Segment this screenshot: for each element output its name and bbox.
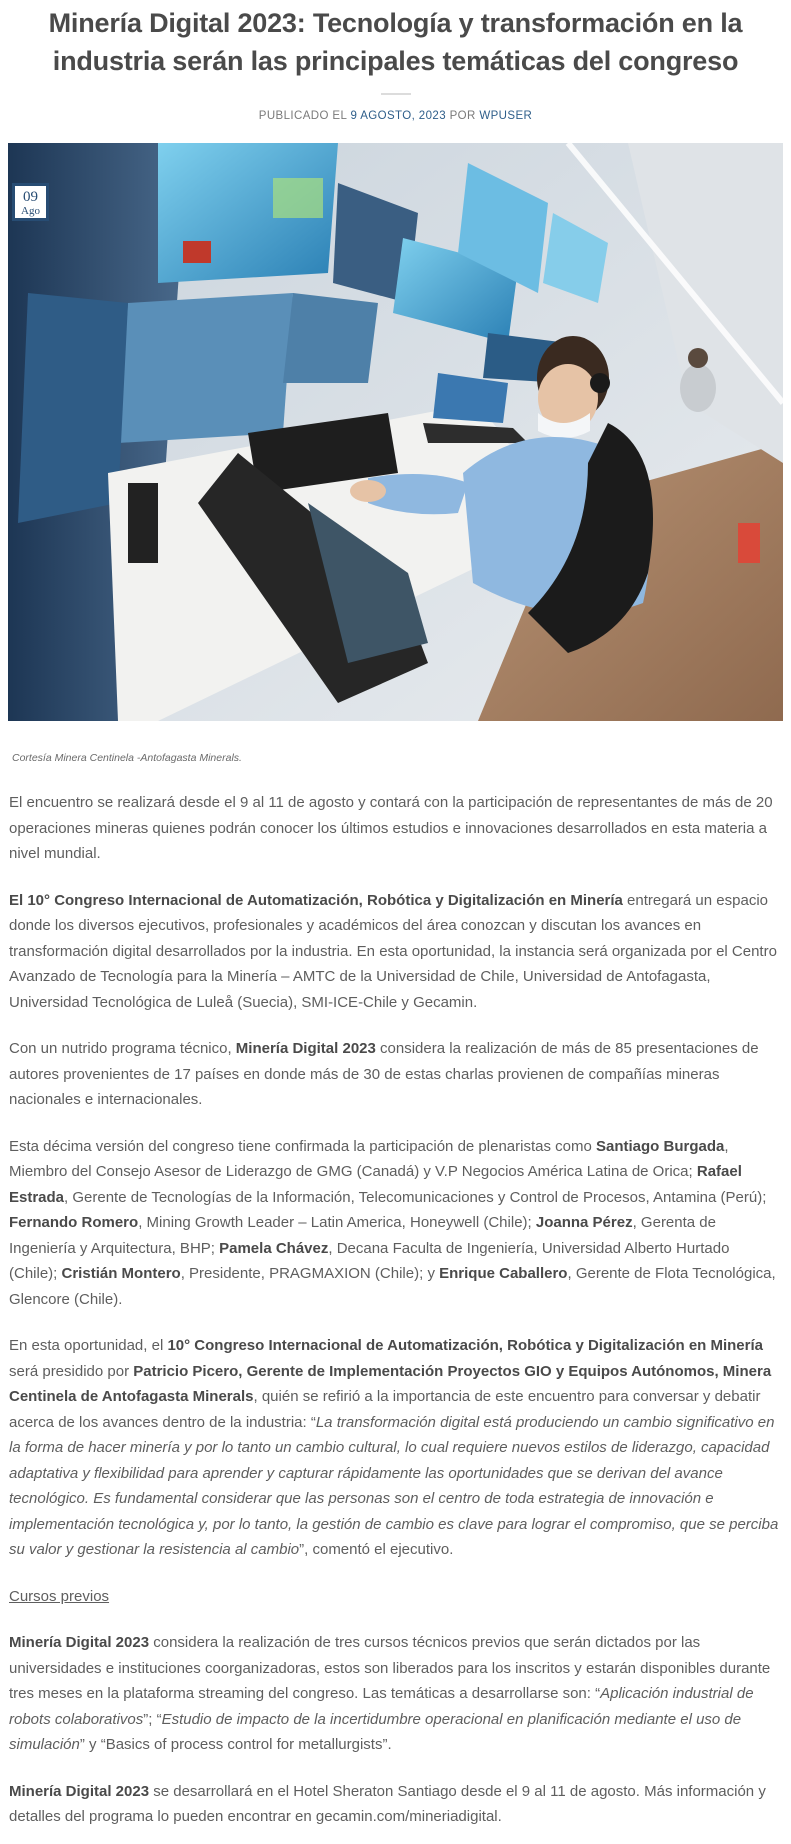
bold-text: Fernando Romero [9,1214,139,1231]
paragraph [9,1036,781,1113]
bold-text: Joanna Pérez [535,1214,633,1231]
text: En esta oportunidad, el [9,1337,168,1354]
text: considera la realización de tres cursos técnicos previos que serán dictados por las universidades e instituciones coorganizadoras, estos son liberados para los inscritos y estarán disponibles durante tres meses en la plataforma streaming del congreso. Las temáticas a desarrollarse son: “ [9,1634,771,1702]
post-date-link[interactable]: 9 AGOSTO, 2023 [350,110,446,122]
text: ”, comentó el ejecutivo. [299,1541,454,1558]
bold-text: Rafael Estrada [9,1163,742,1206]
bold-text: Minería Digital 2023 [9,1782,150,1800]
text: , Gerenta de Ingeniería y Arquitectura, BHP; [9,1214,716,1257]
text: , Presidente, PRAGMAXION (Chile); y [180,1265,440,1282]
bold-text: Cristián Montero [61,1265,181,1282]
paragraph [9,1630,781,1758]
quote-text: La transformación digital está produciendo un cambio significativo en la forma de hacer minería y por lo tanto un cambio cultural, lo cual requiere nuevos estilos de liderazgo, capacidad adaptativa y flexibilidad para aprender y capturar rápidamente las oportunidades que se derivan del avance tecnológico. Es fundamental considerar que las personas son el centro de toda estrategia de innovación e implementación tecnológica y, por lo tanto, la gestión de cambio es clave para lograr el compromiso, que se perciba su valor y gestionar la resistencia al cambio [9,1413,779,1558]
text: , quién se refirió a la importancia de este encuentro para conversar y debatir acerca de los avances dentro de la industria: “ [9,1388,761,1431]
text: Con un nutrido programa técnico, [9,1040,236,1057]
subheading-cursos-previos: Cursos previos [9,1587,110,1605]
paragraph: El encuentro se realizará desde el 9 al 11 de agosto y contará con la participación de representantes de más de 20 operaciones mineras quienes podrán conocer los últimos estudios e innovaciones desarrollados en esta materia a nivel mundial. [9,794,773,862]
text: será presidido por [9,1362,134,1380]
paragraph [9,1779,781,1830]
text: , Miembro del Consejo Asesor de Liderazgo de GMG (Canadá) y V.P Negocios América Latina de Orica; [9,1137,729,1180]
bold-text: Minería Digital 2023 [9,1634,150,1651]
paragraph [9,888,781,1016]
paragraph [9,1134,781,1313]
date-badge [12,183,49,221]
bold-text: Enrique Caballero [439,1265,568,1282]
text: considera la realización de más de 85 presentaciones de autores provenientes de 17 países en donde más de 30 de estas charlas provienen de compañías mineras nacionales e internacionales. [9,1040,759,1108]
paragraph [9,1584,781,1610]
article-header [8,0,783,122]
featured-image [8,143,783,721]
bold-text: El 10° Congreso Internacional de Automatización, Robótica y Digitalización en Minería [9,891,623,909]
text: ” y “Basics of process control for metallurgists”. [79,1736,392,1753]
bold-text: Patricio Picero, Gerente de Implementación Proyectos GIO y Equipos Autónomos, Minera Centinela de Antofagasta Minerals [9,1362,772,1405]
image-caption: Cortesía Minera Centinela -Antofagasta Minerals. [12,752,242,764]
bold-text: Santiago Burgada [595,1137,725,1155]
date-badge-day: 09 [23,189,38,205]
author-link[interactable]: WPUSER [479,110,533,122]
text: , Mining Growth Leader – Latin America, Honeywell (Chile); [138,1214,536,1231]
published-label: PUBLICADO EL [258,110,347,122]
text: , Decana Faculta de Ingeniería, Universidad Alberto Hurtado (Chile); [9,1239,730,1282]
bold-text: Pamela Chávez [219,1239,329,1257]
text: , Gerente de Tecnologías de la Información, Telecomunicaciones y Control de Procesos, Antamina (Perú); [64,1188,767,1206]
paragraph [9,1333,781,1563]
text: entregará un espacio donde los diversos ejecutivos, profesionales y académicos del área conozcan y discutan los avances en transformación digital desarrollados por la industria. En esta oportunidad, la instancia será organizada por el Centro Avanzado de Tecnología para la Minería – AMTC de la Universidad de Chile, Universidad de Antofagasta, Universidad Tecnológica de Luleå (Suecia), SMI-ICE-Chile y Gecamin. [9,891,777,1011]
article-title: Minería Digital 2023: Tecnología y transformación en la industria serán las principales temáticas del congreso [48,8,743,76]
italic-text: Estudio de impacto de la incertidumbre operacional en planificación mediante el uso de simulación [9,1710,742,1753]
post-meta [8,110,783,122]
text: Esta décima versión del congreso tiene confirmada la participación de plenaristas como [9,1137,596,1155]
by-label: POR [449,110,476,122]
title-divider [381,93,411,95]
text: se desarrollará en el Hotel Sheraton Santiago desde el 9 al 11 de agosto. Más información y detalles del programa lo pueden encontrar en gecamin.com/mineriadigital. [9,1782,766,1825]
date-badge-month: Ago [21,205,40,217]
italic-text: Aplicación industrial de robots colaborativos [9,1685,754,1728]
text: ”; “ [143,1710,162,1728]
bold-text: Minería Digital 2023 [235,1040,376,1057]
text: , Gerente de Flota Tecnológica, Glencore (Chile). [9,1265,776,1308]
article-body [9,790,781,1830]
control-room-photo [8,143,783,721]
bold-text: 10° Congreso Internacional de Automatización, Robótica y Digitalización en Minería [167,1337,763,1354]
